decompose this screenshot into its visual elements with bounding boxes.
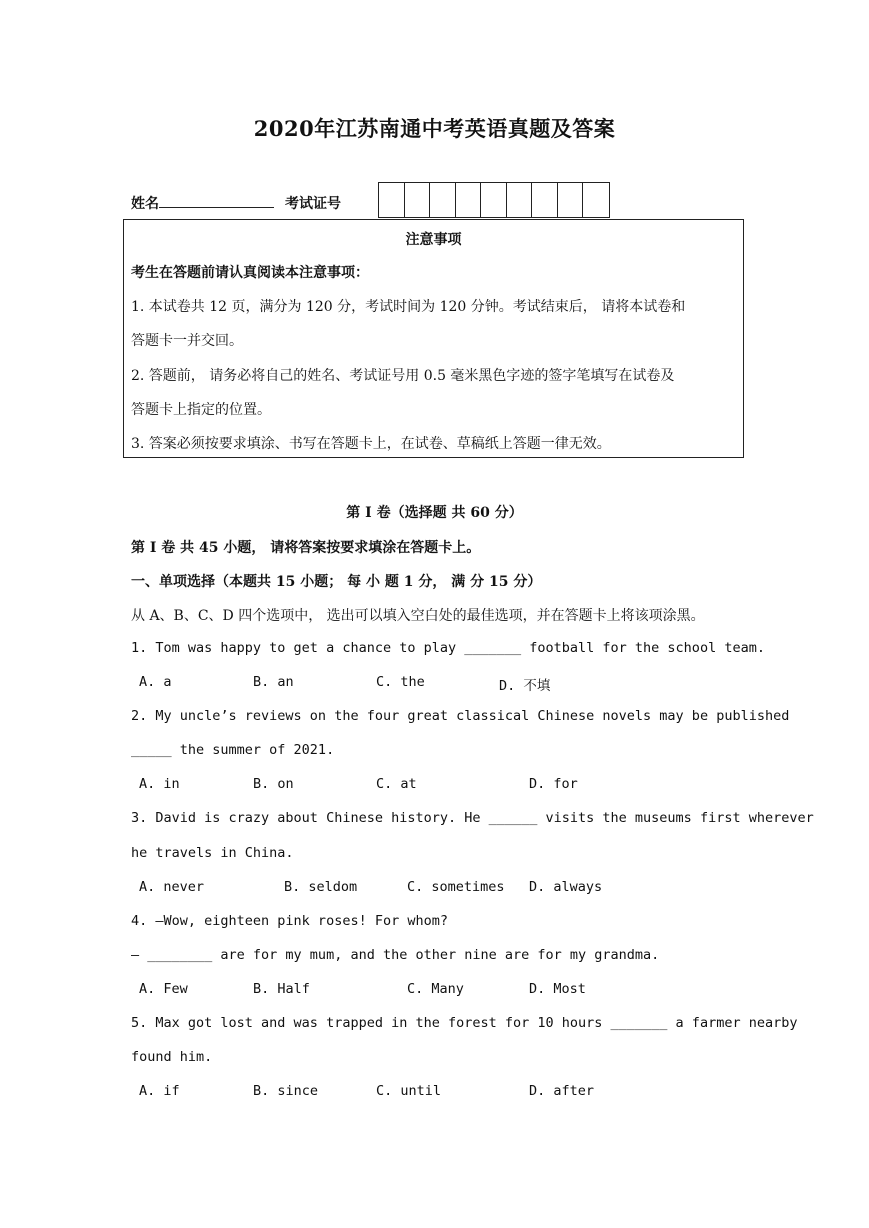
notice-item-1-line-2: 答题卡一并交回。 <box>131 333 243 349</box>
question-4-line-1: 4. —Wow, eighteen pink roses! For whom? <box>131 913 448 929</box>
question-2-line-2: _____ the summer of 2021. <box>131 742 335 758</box>
exam-number-cell[interactable] <box>379 183 405 217</box>
q4-option-b[interactable]: B. Half <box>253 981 310 997</box>
q4-option-a[interactable]: A. Few <box>139 981 188 997</box>
exam-number-boxes[interactable] <box>378 182 610 218</box>
q5-option-c[interactable]: C. until <box>376 1083 442 1099</box>
exam-number-cell[interactable] <box>405 183 431 217</box>
q3-option-a[interactable]: A. never <box>139 879 205 895</box>
name-label-text: 姓名 <box>131 196 159 212</box>
notice-item-3: 3. 答案必须按要求填涂、书写在答题卡上，在试卷、草稿纸上答题一律无效。 <box>131 436 611 452</box>
question-4-line-2: — ________ are for my mum, and the other nine are for my grandma. <box>131 947 660 963</box>
question-3-line-2: he travels in China. <box>131 845 294 861</box>
name-label <box>131 193 274 213</box>
exam-number-cell[interactable] <box>456 183 482 217</box>
exam-number-cell[interactable] <box>481 183 507 217</box>
notice-item-1-line-1: 1. 本试卷共 12 页，满分为 120 分，考试时间为 120 分钟。考试结束后， 请将本试卷和 <box>131 299 686 315</box>
part1-instructions: 第 I 卷 共 45 小题， 请将答案按要求填涂在答题卡上。 <box>131 540 481 556</box>
notice-item-2-line-1: 2. 答题前， 请务必将自己的姓名、考试证号用 0.5 毫米黑色字迹的签字笔填写在试卷及 <box>131 368 675 384</box>
q4-option-d[interactable]: D. Most <box>529 981 586 997</box>
q3-option-d[interactable]: D. always <box>529 879 603 895</box>
question-5-line-2: found him. <box>131 1049 213 1065</box>
q2-option-d[interactable]: D. for <box>529 776 578 792</box>
question-3-line-1: 3. David is crazy about Chinese history. He ______ visits the museums first wherever <box>131 810 814 826</box>
q3-option-c[interactable]: C. sometimes <box>407 879 505 895</box>
q1-option-c[interactable]: C. the <box>376 674 425 690</box>
section1-instructions: 从 A、B、C、D 四个选项中， 选出可以填入空白处的最佳选项，并在答题卡上将该项涂黑。 <box>131 608 705 624</box>
part1-heading: 第 I 卷（选择题 共 60 分） <box>346 505 523 521</box>
question-1-text: 1. Tom was happy to get a chance to play _______ football for the school team. <box>131 640 765 656</box>
exam-number-label: 考试证号 <box>285 196 341 212</box>
q1-option-a[interactable]: A. a <box>139 674 172 690</box>
q2-option-b[interactable]: B. on <box>253 776 294 792</box>
exam-number-cell[interactable] <box>583 183 609 217</box>
notice-item-2-line-2: 答题卡上指定的位置。 <box>131 402 271 418</box>
section1-heading: 一、单项选择（本题共 15 小题； 每 小 题 1 分， 满 分 15 分） <box>131 574 542 590</box>
q1-option-d[interactable]: D. 不填 <box>499 678 551 694</box>
exam-number-cell[interactable] <box>507 183 533 217</box>
q3-option-b[interactable]: B. seldom <box>284 879 358 895</box>
q2-option-c[interactable]: C. at <box>376 776 417 792</box>
exam-number-cell[interactable] <box>532 183 558 217</box>
notice-heading: 注意事项 <box>405 232 462 248</box>
question-5-line-1: 5. Max got lost and was trapped in the forest for 10 hours _______ a farmer nearby <box>131 1015 798 1031</box>
page-title: 2020年江苏南通中考英语真题及答案 <box>253 116 616 141</box>
q5-option-d[interactable]: D. after <box>529 1083 595 1099</box>
q5-option-b[interactable]: B. since <box>253 1083 319 1099</box>
q1-option-b[interactable]: B. an <box>253 674 294 690</box>
exam-number-cell[interactable] <box>558 183 584 217</box>
q4-option-c[interactable]: C. Many <box>407 981 464 997</box>
q5-option-a[interactable]: A. if <box>139 1083 180 1099</box>
q2-option-a[interactable]: A. in <box>139 776 180 792</box>
name-field[interactable] <box>159 193 274 208</box>
exam-number-cell[interactable] <box>430 183 456 217</box>
notice-intro: 考生在答题前请认真阅读本注意事项： <box>131 265 369 281</box>
question-2-line-1: 2. My uncle’s reviews on the four great classical Chinese novels may be published <box>131 708 790 724</box>
